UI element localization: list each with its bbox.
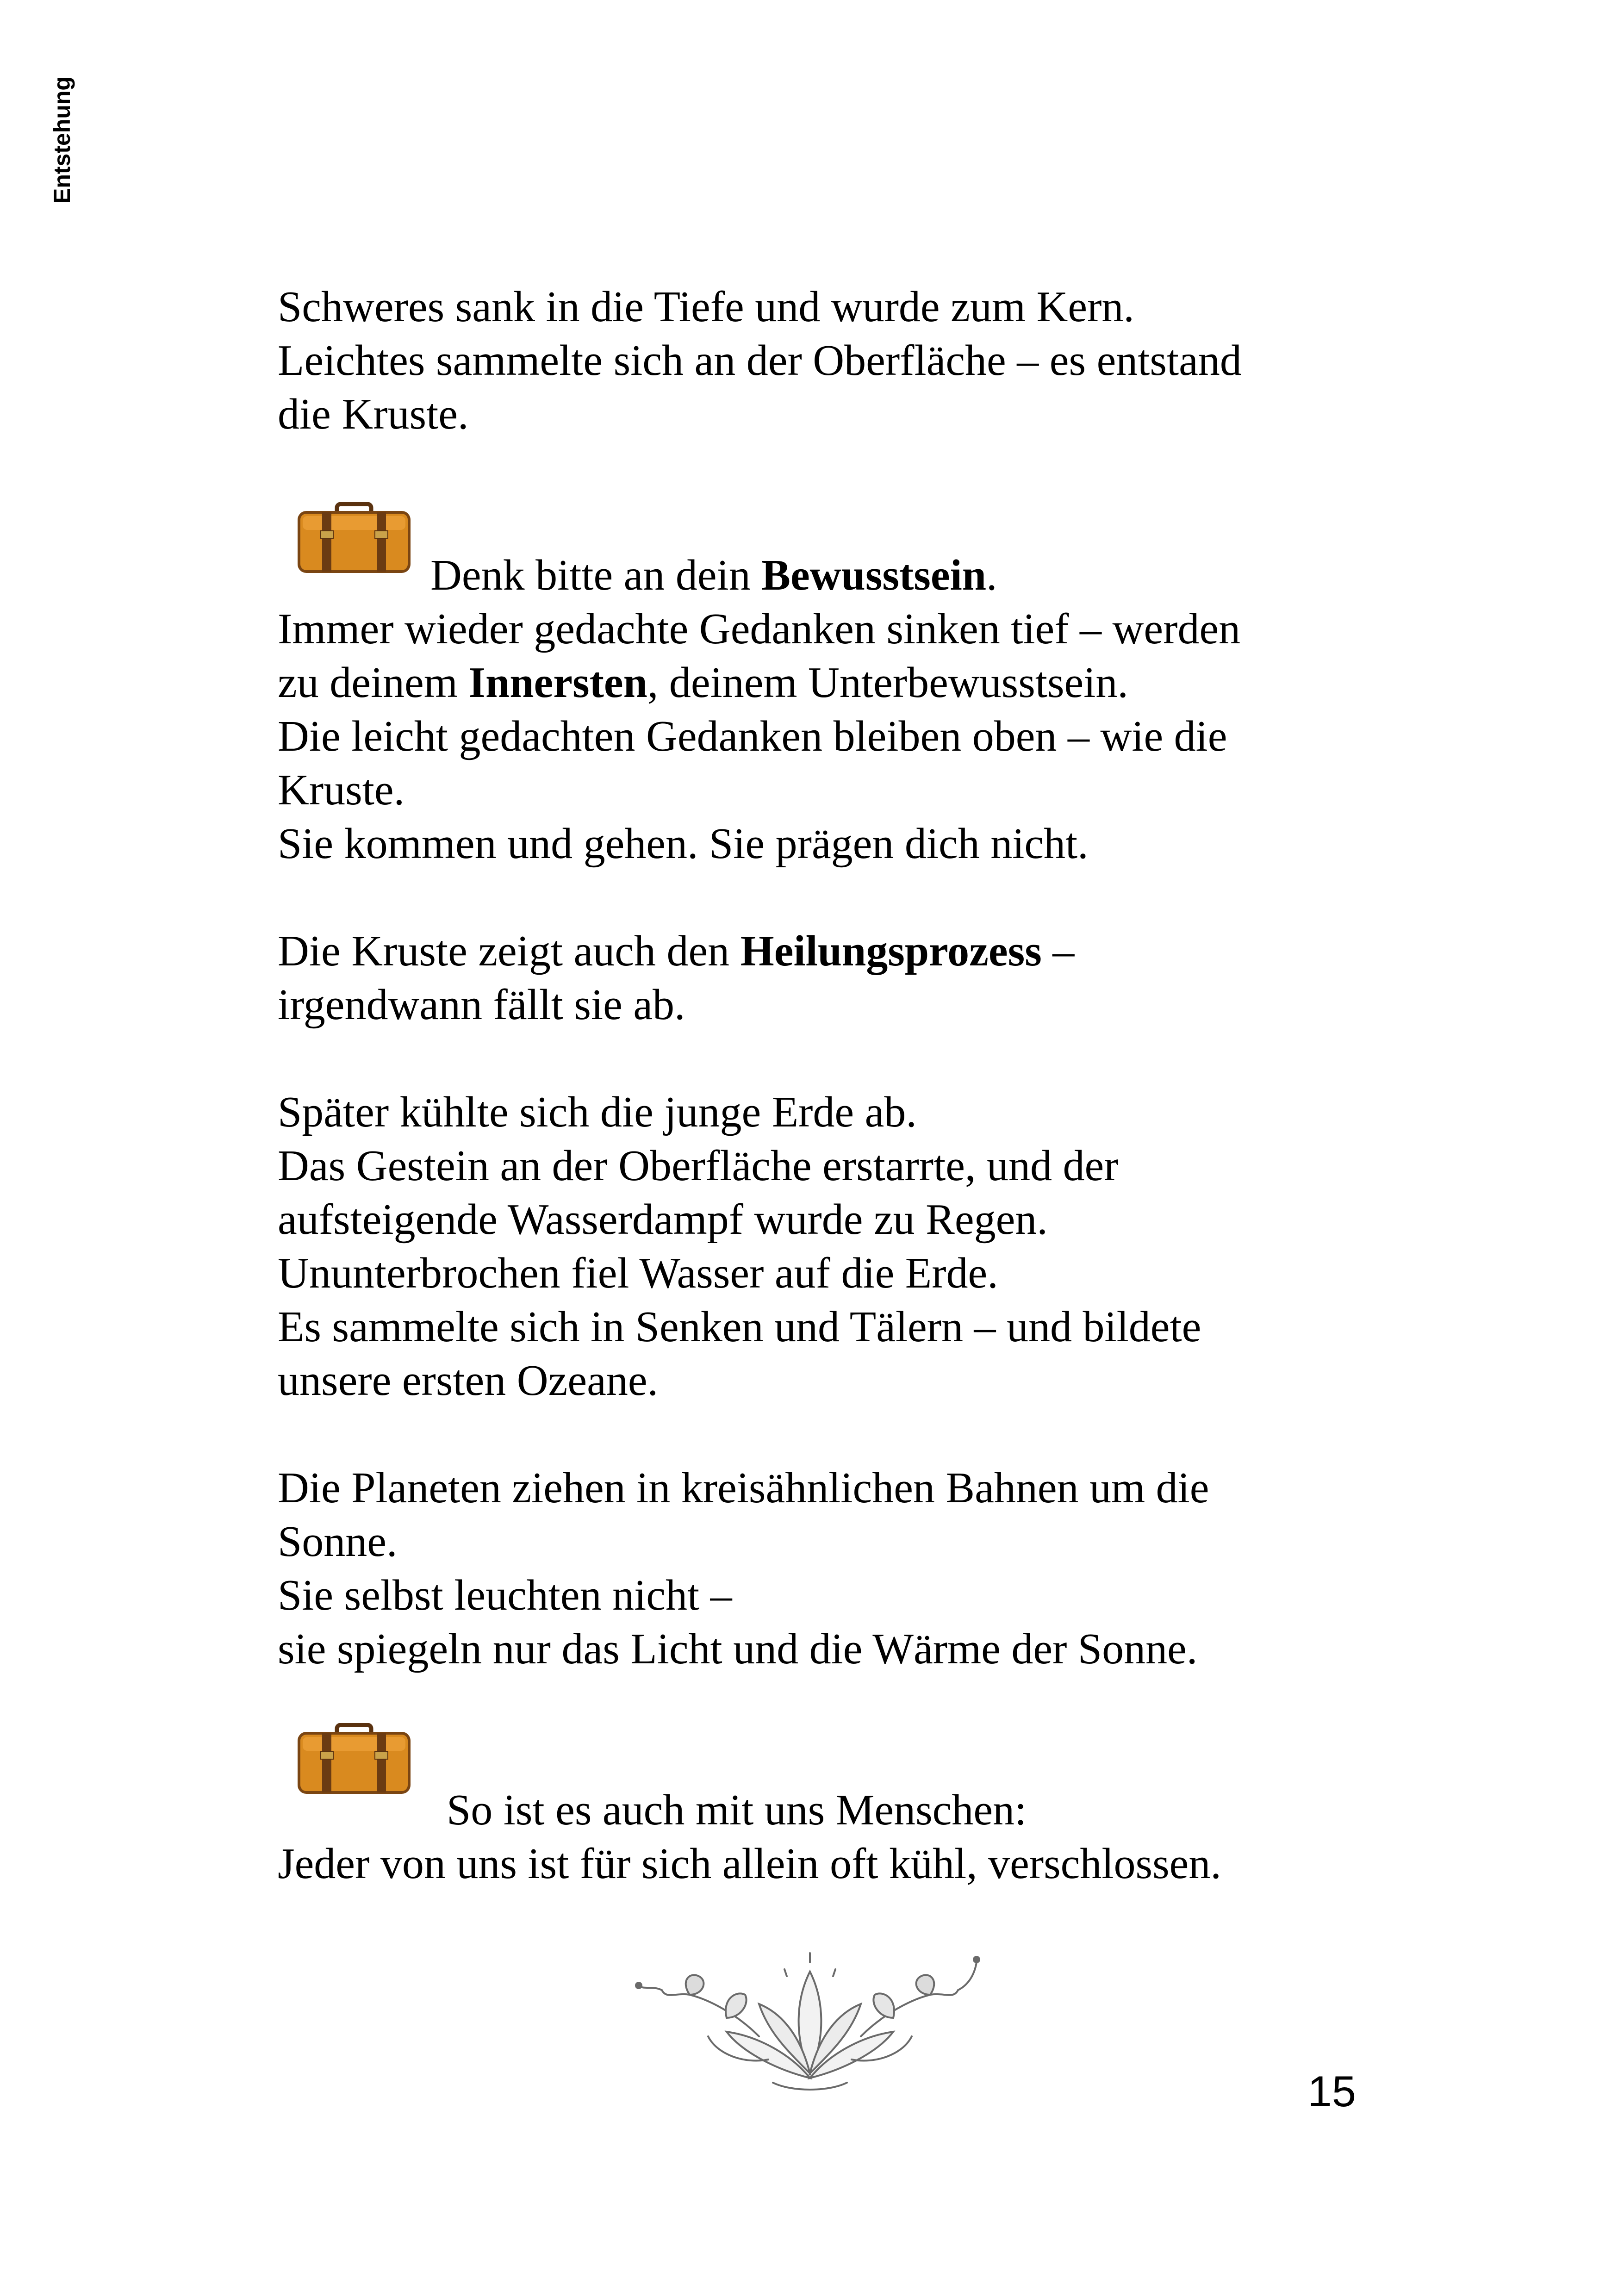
text-line: Später kühlte sich die junge Erde ab. (278, 1088, 917, 1136)
text-line: Das Gestein an der Oberfläche erstarrte, und der (278, 1142, 1119, 1190)
text-line: unsere ersten Ozeane. (278, 1356, 659, 1405)
page-number: 15 (1307, 2067, 1356, 2116)
text-line: sie spiegeln nur das Licht und die Wärme der Sonne. (278, 1625, 1198, 1673)
text-line: Kruste. (278, 766, 405, 814)
suitcase-icon (296, 502, 412, 574)
text-line: Sie selbst leuchten nicht – (278, 1571, 732, 1619)
text-line: irgendwann fällt sie ab. (278, 981, 685, 1029)
text-line: Sie kommen und gehen. Sie prägen dich nicht. (278, 820, 1089, 868)
bold-term: Bewusstsein (761, 551, 986, 599)
note-text: Denk bitte an dein Bewusstsein. (430, 551, 997, 599)
text-line: Die Kruste zeigt auch den Heilungsprozess – (278, 927, 1075, 975)
note-line (278, 548, 1379, 602)
text-line: Ununterbrochen fiel Wasser auf die Erde. (278, 1249, 998, 1297)
text-line: aufsteigende Wasserdampf wurde zu Regen. (278, 1195, 1048, 1244)
text-line: Immer wieder gedachte Gedanken sinken tief – werden (278, 605, 1241, 653)
lotus-ornament-icon (634, 1944, 986, 2101)
text-line: Die Planeten ziehen in kreisähnlichen Bahnen um die (278, 1464, 1209, 1512)
suitcase-icon (296, 1723, 412, 1795)
note-line (278, 1783, 1379, 1837)
text-line: Schweres sank in die Tiefe und wurde zum Kern. (278, 283, 1134, 331)
note-text: So ist es auch mit uns Menschen: (447, 1786, 1027, 1834)
text-line: Es sammelte sich in Senken und Tälern – und bildete (278, 1303, 1201, 1351)
text-line: Die leicht gedachten Gedanken bleiben oben – wie die (278, 712, 1227, 760)
bold-term: Innersten (468, 659, 647, 707)
text-line: zu deinem Innersten, deinem Unterbewusstsein. (278, 659, 1128, 707)
text-line: Jeder von uns ist für sich allein oft kühl, verschlossen. (278, 1840, 1221, 1888)
text-line: Leichtes sammelte sich an der Oberfläche – es entstand (278, 336, 1242, 385)
text-line: die Kruste. (278, 390, 469, 438)
section-label: Entstehung (49, 76, 75, 204)
text-line: Sonne. (278, 1518, 398, 1566)
bold-term: Heilungsprozess (740, 927, 1042, 975)
page-body (278, 280, 1379, 1891)
